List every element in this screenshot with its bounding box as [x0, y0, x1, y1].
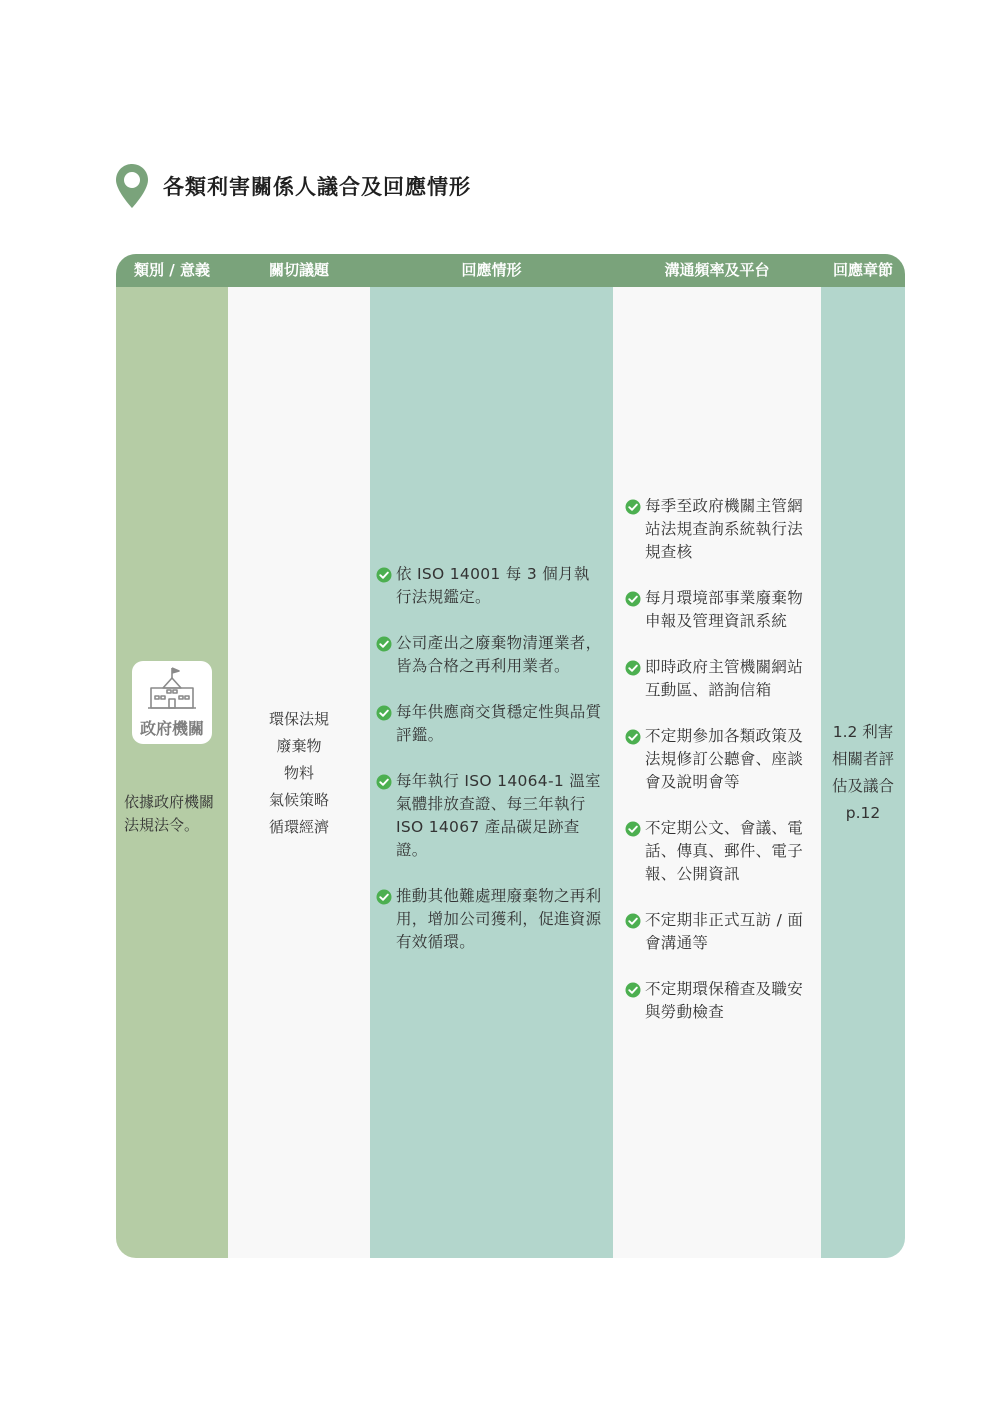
response-text: 依 ISO 14001 每 3 個月執行法規鑑定。	[396, 565, 590, 606]
check-circle-icon	[625, 591, 641, 607]
communication-item	[625, 656, 817, 702]
category-cell	[116, 287, 228, 1258]
category-label: 政府機關	[139, 719, 204, 738]
topic-item: 環保法規	[268, 710, 329, 728]
page-title: 各類利害關係人議合及回應情形	[163, 175, 471, 199]
response-cell	[370, 287, 613, 1258]
header-category: 類別 / 意義	[134, 261, 210, 279]
section-heading	[115, 162, 471, 210]
communication-item	[625, 587, 817, 633]
government-building-icon	[147, 666, 197, 716]
chapter-line: 相關者評	[831, 750, 894, 768]
chapter-line: 1.2 利害	[832, 723, 894, 741]
communication-item	[625, 978, 817, 1024]
check-circle-icon	[625, 982, 641, 998]
topic-list	[228, 706, 370, 841]
response-text: 推動其他難處理廢棄物之再利用，增加公司獲利，促進資源有效循環。	[396, 887, 602, 951]
communication-text: 不定期環保稽查及職安與勞動檢查	[645, 980, 804, 1021]
check-circle-icon	[376, 567, 392, 583]
government-badge	[132, 661, 212, 744]
check-circle-icon	[376, 889, 392, 905]
topic-item: 物料	[283, 764, 314, 782]
communication-item	[625, 909, 817, 955]
communication-text: 每月環境部事業廢棄物申報及管理資訊系統	[645, 589, 804, 630]
communication-text: 不定期公文、會議、電話、傳真、郵件、電子報、公開資訊	[645, 819, 804, 883]
response-text: 每年執行 ISO 14064-1 溫室氣體排放查證、每三年執行 ISO 14067 產品碳足跡查證。	[396, 772, 601, 859]
stakeholder-table	[116, 254, 905, 1258]
response-item	[376, 563, 602, 609]
header-response: 回應情形	[461, 261, 522, 279]
table-header	[116, 254, 905, 287]
communication-item	[625, 725, 817, 794]
location-pin-icon	[115, 163, 149, 209]
communication-item	[625, 817, 817, 886]
communication-item	[625, 495, 817, 564]
response-item	[376, 701, 602, 747]
chapter-cell	[821, 287, 905, 1258]
response-text: 公司產出之廢棄物清運業者，皆為合格之再利用業者。	[396, 634, 602, 675]
response-item	[376, 632, 602, 678]
topic-item: 廢棄物	[276, 737, 322, 755]
communication-text: 不定期參加各類政策及法規修訂公聽會、座談會及說明會等	[645, 727, 804, 791]
topic-item: 循環經濟	[268, 818, 329, 836]
header-chapter: 回應章節	[832, 261, 893, 279]
check-circle-icon	[625, 821, 641, 837]
header-topics: 關切議題	[268, 261, 329, 279]
topics-cell	[228, 287, 370, 1258]
check-circle-icon	[376, 705, 392, 721]
chapter-reference	[821, 719, 905, 827]
category-meaning: 依據政府機關法規法令。	[124, 793, 215, 834]
response-text: 每年供應商交貨穩定性與品質評鑑。	[396, 703, 602, 744]
communication-cell	[613, 287, 821, 1258]
check-circle-icon	[376, 636, 392, 652]
chapter-line: 估及議合	[831, 777, 894, 795]
check-circle-icon	[625, 660, 641, 676]
communication-text: 即時政府主管機關網站互動區、諮詢信箱	[645, 658, 804, 699]
check-circle-icon	[625, 729, 641, 745]
communication-text: 每季至政府機關主管網站法規查詢系統執行法規查核	[645, 497, 804, 561]
header-communication: 溝通頻率及平台	[664, 261, 770, 279]
response-item	[376, 885, 602, 954]
check-circle-icon	[625, 913, 641, 929]
communication-list	[625, 495, 817, 1047]
response-list	[376, 563, 602, 977]
topic-item: 氣候策略	[268, 791, 329, 809]
communication-text: 不定期非正式互訪 / 面會溝通等	[645, 911, 804, 952]
check-circle-icon	[625, 499, 641, 515]
chapter-line: p.12	[845, 804, 881, 822]
response-item	[376, 770, 602, 862]
check-circle-icon	[376, 774, 392, 790]
